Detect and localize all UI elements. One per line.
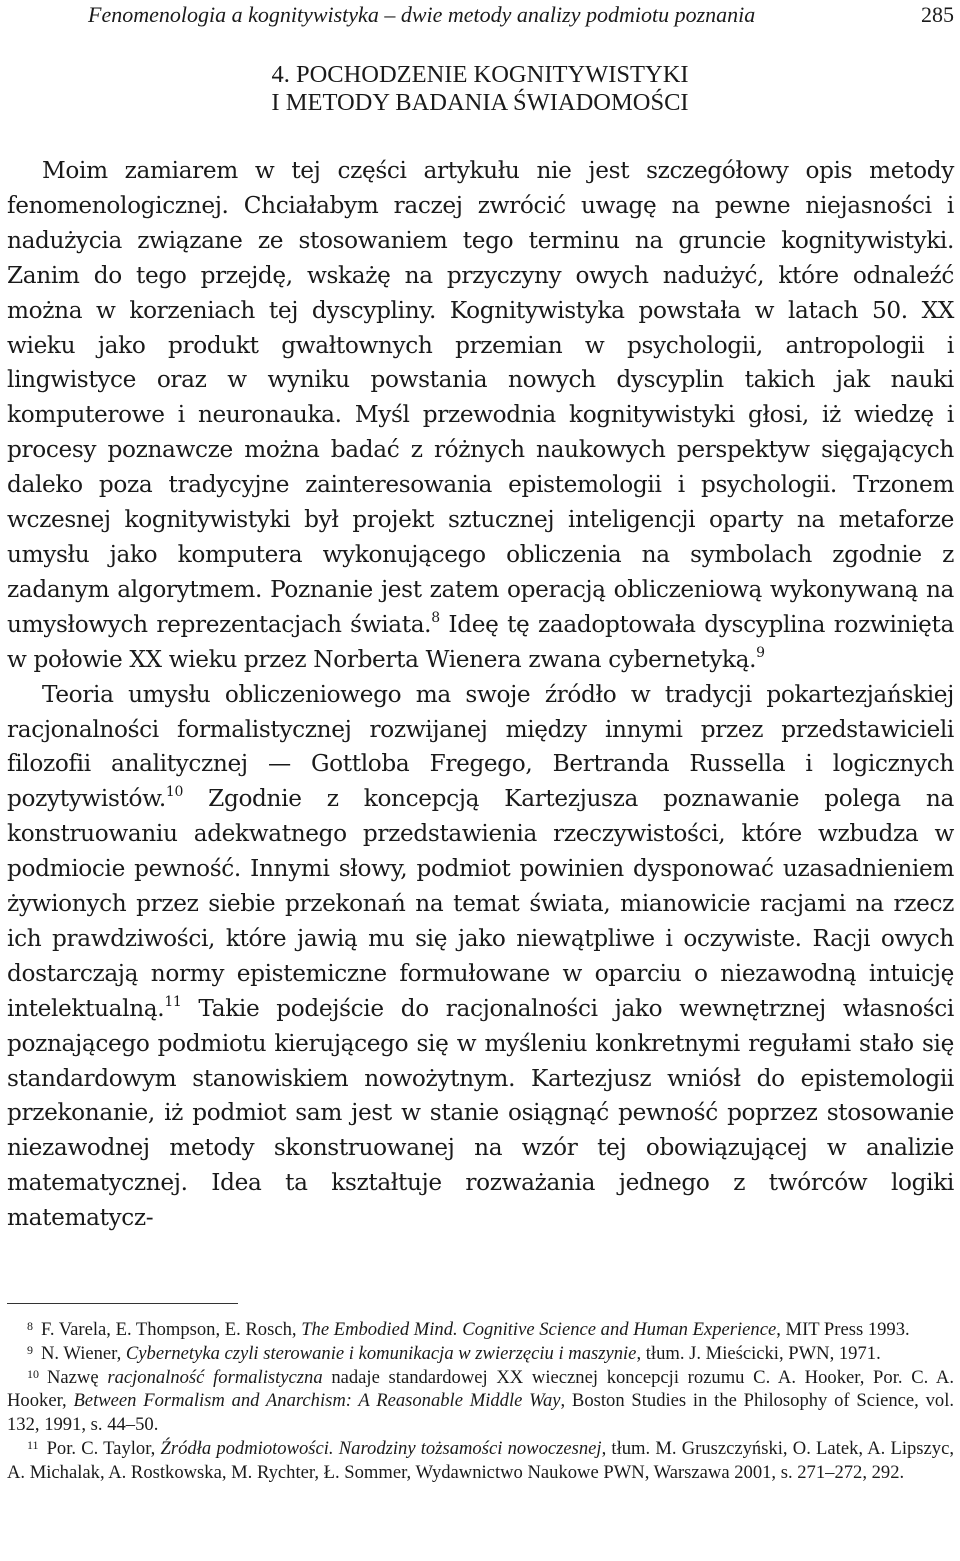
footnote-8-number: 8 — [27, 1319, 33, 1333]
footnote-ref-8: 8 — [431, 609, 440, 626]
footnote-10-text-e: , Boston Studies in the Philosophy of Science, vol. 132, 1991, s. 44–50. — [7, 1390, 955, 1436]
footnote-10-text-c: nadaje standardowej XX wiecznej koncepcji rozumu C. A. Hooker, Por. C. A. Hooker, — [7, 1366, 955, 1412]
footnote-10-term: racjonalność formalistyczna — [107, 1366, 323, 1388]
footnotes — [7, 1318, 954, 1485]
page-number: 285 — [921, 2, 954, 27]
footnote-11-text-c: , tłum. M. Gruszczyński, O. Latek, A. Lipszyc, A. Michalak, A. Rostkowska, M. Rychter, Ł. Sommer, Wydawnictwo Naukowe PWN, Warszawa 2001, s. 271–272, 292. — [7, 1437, 954, 1483]
footnote-11 — [7, 1437, 954, 1485]
footnote-8-text-a: F. Varela, E. Thompson, E. Rosch, — [41, 1319, 302, 1340]
paragraph-1-part-1: Moim zamiarem w tej części artykułu nie jest szczegółowy opis metody fenomenologicznej. Chciałabym raczej zwrócić uwagę na pewne niejasności i nadużycia związane ze stosowaniem tego terminu na gruncie kognitywistyki. Zanim do tego przejdę, wskażę na przyczyny owych nadużyć, które odnaleźć można w korzeniach tej dyscypliny. Kognitywistyka powstała w latach 50. XX wieku jako produkt gwałtownych przemian w psychologii, antropologii i lingwistyce oraz w wyniku powstania nowych dyscyplin takich jak nauki komputerowe i neuronauka. Myśl przewodnia kognitywistyki głosi, iż wiedzę i procesy poznawcze można badać z różnych naukowych perspektyw sięgających daleko poza tradycyjne zainteresowania epistemologii i psychologii. Trzonem wczesnej kognitywistyki był projekt sztucznej inteligencji oparty na metaforze umysłu jako komputera wykonującego obliczenia na symbolach zgodnie z zadanym algorytmem. Poznanie jest zatem operacją obliczeniową wykonywaną na umysłowych reprezentacjach świata. — [7, 157, 954, 638]
footnote-9-title: Cybernetyka czyli sterowanie i komunikacja w zwierzęciu i maszynie — [125, 1342, 637, 1364]
footnote-11-number: 11 — [27, 1437, 39, 1452]
footnote-10-title: Between Formalism and Anarchism: A Reasonable Middle Way — [73, 1390, 561, 1412]
footnote-8-title: The Embodied Mind. Cognitive Science and Human Experience — [301, 1319, 777, 1340]
footnote-10-text-a: Nazwę — [47, 1366, 108, 1388]
paragraph-1-part-2: Ideę tę zaadoptowała dyscyplina rozwinięta w połowie XX wieku przez Norberta Wienera zwana cybernetyką. — [7, 610, 954, 673]
footnote-ref-11: 11 — [164, 993, 182, 1010]
footnote-9 — [7, 1342, 954, 1366]
footnote-11-title: Źródła podmiotowości. Narodziny tożsamości nowoczesnej — [160, 1437, 602, 1459]
footnote-9-text-a: N. Wiener, — [41, 1342, 126, 1364]
footnote-ref-9: 9 — [756, 644, 765, 661]
footnote-9-text-c: , tłum. J. Mieścicki, PWN, 1971. — [636, 1342, 881, 1364]
paragraph-2-part-3: Takie podejście do racjonalności jako wewnętrznej własności poznającego podmiotu kierującego się w myśleniu konkretnymi regułami stało się standardowym stanowiskiem nowożytnym. Kartezjusz wniósł do epistemologii przekonanie, iż podmiot sam jest w stanie osiągnąć pewność poprzez stosowanie niezawodnej metody skonstruowanej na wzór tej obowiązującej w analizie matematycznej. Idea ta kształtuje rozważania jednego z twórców logiki matematycz- — [7, 994, 954, 1232]
footnote-10-number: 10 — [27, 1366, 39, 1381]
running-header-title: Fenomenologia a kognitywistyka – dwie metody analizy podmiotu poznania — [88, 2, 756, 27]
footnote-9-number: 9 — [27, 1342, 33, 1357]
paragraph-2-part-2: Zgodnie z koncepcją Kartezjusza poznawanie polega na konstruowaniu adekwatnego przedstawienia rzeczywistości, które wzbudza w podmiocie pewność. Innymi słowy, podmiot powinien dysponować uzasadnieniem żywionych przez siebie przekonań na temat świata, mianowicie racjami na rzecz ich prawdziwości, które jawią mu się jako niewątpliwe i oczywiste. Racji owych dostarczają normy epistemiczne formułowane w oparciu o niezawodną intuicję intelektualną. — [7, 785, 954, 1022]
footnote-separator — [7, 1303, 238, 1304]
paragraph-2 — [7, 678, 954, 1237]
section-heading-line-2: I METODY BADANIA ŚWIADOMOŚCI — [271, 89, 689, 116]
footnote-11-text-a: Por. C. Taylor, — [46, 1437, 161, 1459]
body-text — [7, 154, 954, 1236]
paragraph-1 — [7, 154, 954, 678]
running-header — [88, 2, 954, 28]
section-heading-line-1: 4. POCHODZENIE KOGNITYWISTYKI — [271, 61, 689, 88]
paragraph-2-part-1: Teoria umysłu obliczeniowego ma swoje źródło w tradycji pokartezjańskiej racjonalności formalistycznej rozwijanej między innymi przez przedstawicieli filozofii analitycznej — Gottloba Fregego, Bertranda Russella i logicznych pozytywistów. — [7, 680, 954, 813]
footnote-8-text-c: , MIT Press 1993. — [776, 1319, 910, 1340]
footnote-ref-10: 10 — [165, 784, 184, 801]
footnote-10 — [7, 1366, 954, 1437]
footnote-8 — [7, 1318, 954, 1342]
